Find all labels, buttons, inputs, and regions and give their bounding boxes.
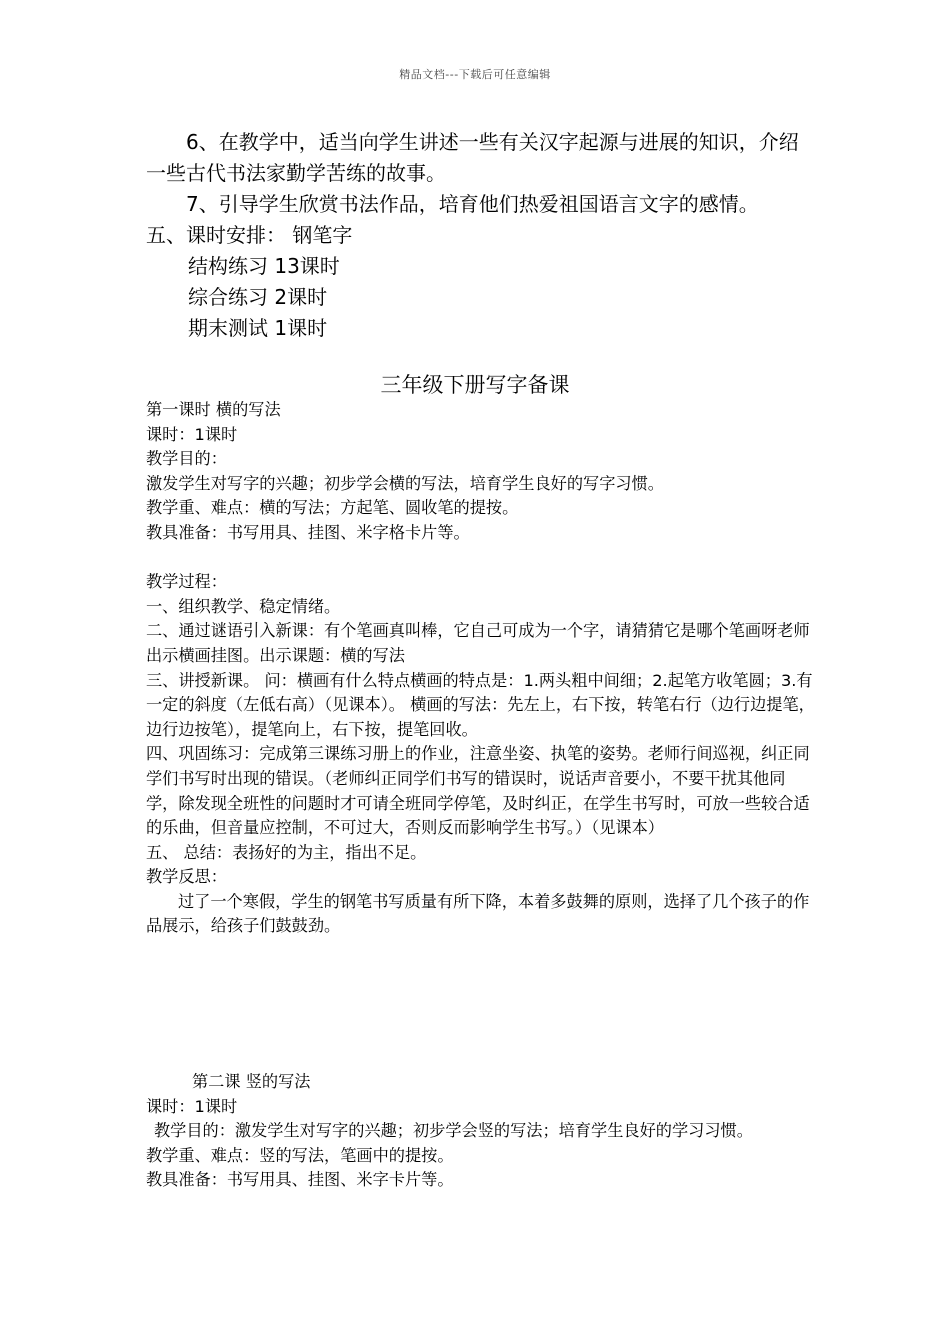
- lesson-1-step-4: 四、巩固练习：完成第三课练习册上的作业，注意坐姿、执笔的姿势。老师行间巡视，纠正同学们书写时出现的错误。（老师纠正同学们书写的错误时，说话声音要小，不要干扰其他同学，除发现全班性的问题时才可请全班同学停笔，及时纠正，在学生书写时，可放一些较合适的乐曲，但音量应控制，不可过大，否则反而影响学生书写。）（见课本）: [146, 744, 810, 838]
- lesson-1: [146, 398, 816, 939]
- lesson-1-step-5: 五、 总结：表扬好的为主，指出不足。: [146, 842, 427, 862]
- lesson-1-reflection-label: 教学反思：: [146, 867, 227, 887]
- intro-section: [146, 127, 816, 344]
- intro-item-6: 6、在教学中，适当向学生讲述一些有关汉字起源与进展的知识，介绍一些古代书法家勤学苦练的故事。: [146, 130, 799, 185]
- lesson-1-step-2: 二、通过谜语引入新课：有个笔画真叫棒，它自己可成为一个字，请猜猜它是哪个笔画呀老师出示横画挂图。出示课题：横的写法: [146, 621, 810, 665]
- lesson-2-key-points: 教学重、难点：竖的写法，笔画中的提按。: [146, 1145, 454, 1165]
- lesson-1-tools: 教具准备：书写用具、挂图、米字格卡片等。: [146, 522, 470, 542]
- lesson-1-step-1: 一、组织教学、稳定情绪。: [146, 596, 341, 616]
- lesson-1-reflection: 过了一个寒假，学生的钢笔书写质量有所下降，本着多鼓舞的原则，选择了几个孩子的作品展示，给孩子们鼓鼓劲。: [146, 891, 810, 936]
- lesson-2-title: 第二课 竖的写法: [192, 1072, 311, 1091]
- intro-item-7: 7、引导学生欣赏书法作品，培育他们热爱祖国语言文字的感情。: [186, 192, 759, 216]
- page-header: 精品文档---下载后可任意编辑: [399, 68, 551, 81]
- schedule-item: 综合练习 2课时: [188, 285, 328, 309]
- lesson-1-title: 第一课时 横的写法: [146, 400, 281, 419]
- schedule-item: 期末测试 1课时: [188, 316, 328, 340]
- lesson-1-hours: 课时：1课时: [146, 424, 238, 444]
- lesson-1-key-points: 教学重、难点：横的写法；方起笔、圆收笔的提按。: [146, 498, 519, 518]
- lesson-2-hours: 课时：1课时: [146, 1096, 238, 1116]
- lesson-1-step-3: 三、讲授新课。 问：横画有什么特点横画的特点是：1.两头粗中间细；2.起笔方收笔圆；3.有一定的斜度（左低右高）（见课本）。 横画的写法：先左上，右下按，转笔右行（边行边提笔，边行边按笔），提笔向上，右下按，提笔回收。: [146, 670, 815, 739]
- document-title: 三年级下册写字备课: [380, 373, 570, 397]
- lesson-1-goal-label: 教学目的：: [146, 449, 227, 469]
- lesson-2-goal: 教学目的：激发学生对写字的兴趣；初步学会竖的写法；培育学生良好的学习习惯。: [154, 1121, 753, 1141]
- lesson-1-process-label: 教学过程：: [146, 572, 227, 592]
- schedule-item: 结构练习 13课时: [188, 254, 340, 278]
- lesson-2-tools: 教具准备：书写用具、挂图、米字卡片等。: [146, 1170, 454, 1190]
- lesson-1-goal: 激发学生对写字的兴趣；初步学会横的写法，培育学生良好的写字习惯。: [146, 473, 664, 493]
- section-5-title: 五、课时安排： 钢笔字: [146, 223, 353, 247]
- lesson-2: [146, 1070, 816, 1193]
